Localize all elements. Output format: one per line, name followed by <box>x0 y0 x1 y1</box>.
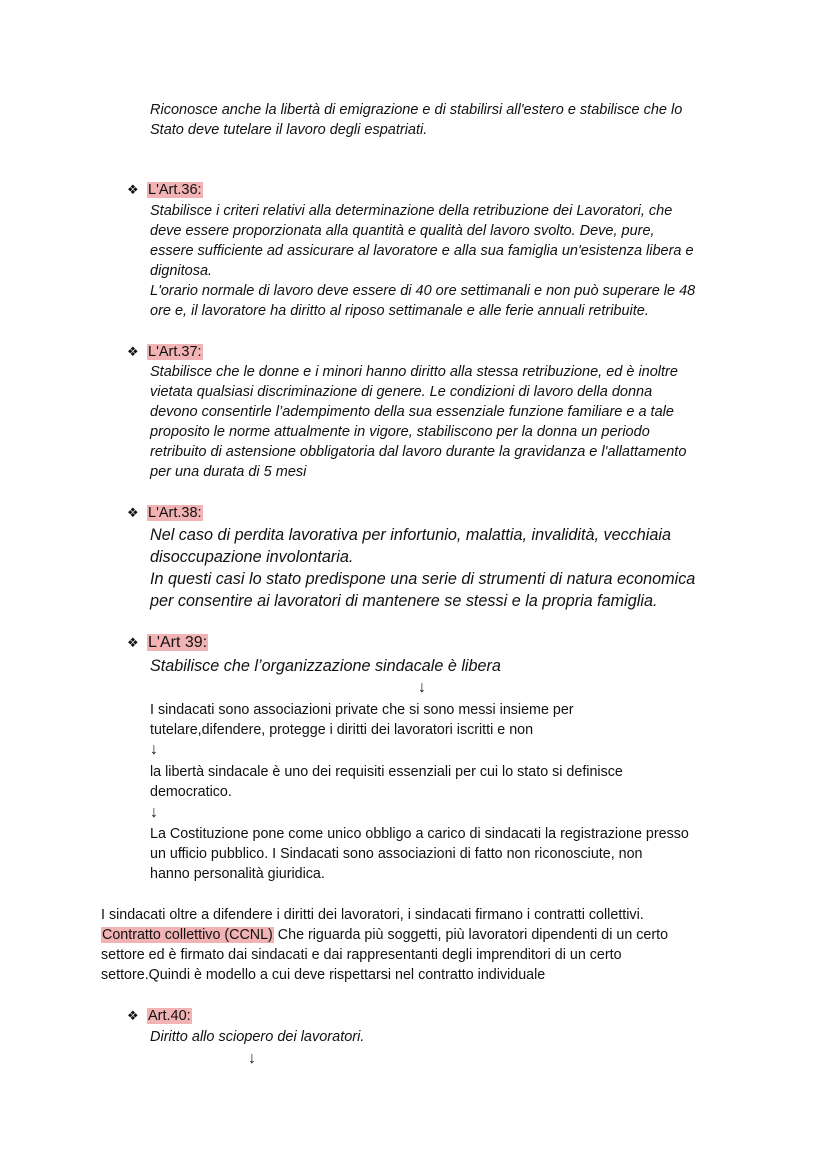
art36-line: deve essere proporzionata alla quantità e qualità del lavoro svolto. Deve, pure, <box>150 223 655 239</box>
art39-block3-line: un ufficio pubblico. I Sindacati sono associazioni di fatto non riconosciute, non <box>150 846 643 862</box>
art40-heading <box>127 1006 192 1026</box>
art39-block2-line: la libertà sindacale è uno dei requisiti essenziali per cui lo stato si definisce <box>150 764 623 780</box>
intro-paragraph <box>150 100 740 140</box>
art38-line: In questi casi lo stato predispone una serie di strumenti di natura economica <box>150 570 696 588</box>
art37-line: Stabilisce che le donne e i minori hanno diritto alla stessa retribuzione, ed è inoltre <box>150 364 678 380</box>
art36-title: L'Art.36: <box>148 182 202 198</box>
diamond-bullet-icon: ❖ <box>127 505 139 520</box>
art37-paragraph <box>150 362 740 482</box>
art40-title: Art.40: <box>148 1008 191 1024</box>
ccnl-line <box>101 925 741 945</box>
ccnl-line: I sindacati oltre a difendere i diritti dei lavoratori, i sindacati firmano i contratti collettivi. <box>101 907 644 923</box>
art37-heading <box>127 342 203 362</box>
art37-line: retribuito di astensione obbligatoria dal lavoro durante la gravidanza e l'allattamento <box>150 444 687 460</box>
diamond-bullet-icon: ❖ <box>127 635 139 650</box>
ccnl-line: settore.Quindi è modello a cui deve rispettarsi nel contratto individuale <box>101 967 546 983</box>
intro-line: Stato deve tutelare il lavoro degli espatriati. <box>150 122 428 138</box>
art39-block3-line: La Costituzione pone come unico obbligo a carico di sindacati la registrazione presso <box>150 826 689 842</box>
art39-heading <box>127 633 208 653</box>
intro-line: Riconosce anche la libertà di emigrazione e di stabilirsi all'estero e stabilisce che lo <box>150 102 683 118</box>
art38-heading <box>127 503 203 523</box>
art38-line: per consentire ai lavoratori di mantenere se stessi e la propria famiglia. <box>150 592 658 610</box>
art37-title: L'Art.37: <box>148 344 202 360</box>
diamond-bullet-icon: ❖ <box>127 344 139 359</box>
art37-line: vietata qualsiasi discriminazione di genere. Le condizioni di lavoro della donna <box>150 384 653 400</box>
ccnl-highlight: Contratto collettivo (CCNL) <box>102 927 273 943</box>
art38-line: Nel caso di perdita lavorativa per infortunio, malattia, invalidità, vecchiaia <box>150 526 671 544</box>
art36-line: essere sufficiente ad assicurare al lavoratore e alla sua famiglia un'esistenza libera e <box>150 243 694 259</box>
art36-line: ore e, il lavoratore ha diritto al riposo settimanale e alle ferie annuali retribuite. <box>150 303 649 319</box>
art39-block1-line: I sindacati sono associazioni private che si sono messi insieme per <box>150 702 574 718</box>
art39-block1 <box>150 700 740 740</box>
down-arrow-icon: ↓ <box>248 1050 256 1067</box>
diamond-bullet-icon: ❖ <box>127 1008 139 1023</box>
art39-block2 <box>150 762 740 802</box>
art36-line: L'orario normale di lavoro deve essere di 40 ore settimanali e non può superare le 48 <box>150 283 696 299</box>
art39-subtitle-text: Stabilisce che l’organizzazione sindacale è libera <box>150 657 501 675</box>
art39-block3 <box>150 824 740 884</box>
art36-paragraph <box>150 201 740 321</box>
art36-heading <box>127 180 203 200</box>
art40-line: Diritto allo sciopero dei lavoratori. <box>150 1029 365 1045</box>
art38-line: disoccupazione involontaria. <box>150 548 354 566</box>
art37-line: devono consentirle l’adempimento della sua essenziale funzione familiare e a tale <box>150 404 674 420</box>
art39-subtitle <box>150 655 740 677</box>
art38-paragraph <box>150 524 740 612</box>
down-arrow-icon: ↓ <box>150 804 158 821</box>
art36-line: Stabilisce i criteri relativi alla determinazione della retribuzione dei Lavoratori, che <box>150 203 673 219</box>
art40-paragraph <box>150 1027 740 1047</box>
ccnl-line: settore ed è firmato dai sindacati e dai rappresentanti degli imprenditori di un certo <box>101 947 622 963</box>
art36-line: dignitosa. <box>150 263 213 279</box>
down-arrow-icon: ↓ <box>150 741 158 758</box>
diamond-bullet-icon: ❖ <box>127 182 139 197</box>
ccnl-line-rest: Che riguarda più soggetti, più lavoratori dipendenti di un certo <box>273 927 669 943</box>
ccnl-paragraph <box>101 905 741 985</box>
art39-block2-line: democratico. <box>150 784 232 800</box>
art38-title: L'Art.38: <box>148 505 202 521</box>
art39-block3-line: hanno personalità giuridica. <box>150 866 325 882</box>
down-arrow-icon: ↓ <box>418 679 426 696</box>
art37-line: proposito le norme attualmente in vigore, stabiliscono per la donna un periodo <box>150 424 650 440</box>
art39-block1-line: tutelare,difendere, protegge i diritti dei lavoratori iscritti e non <box>150 722 534 738</box>
art37-line: per una durata di 5 mesi <box>150 464 307 480</box>
art39-title: L'Art 39: <box>148 634 208 651</box>
